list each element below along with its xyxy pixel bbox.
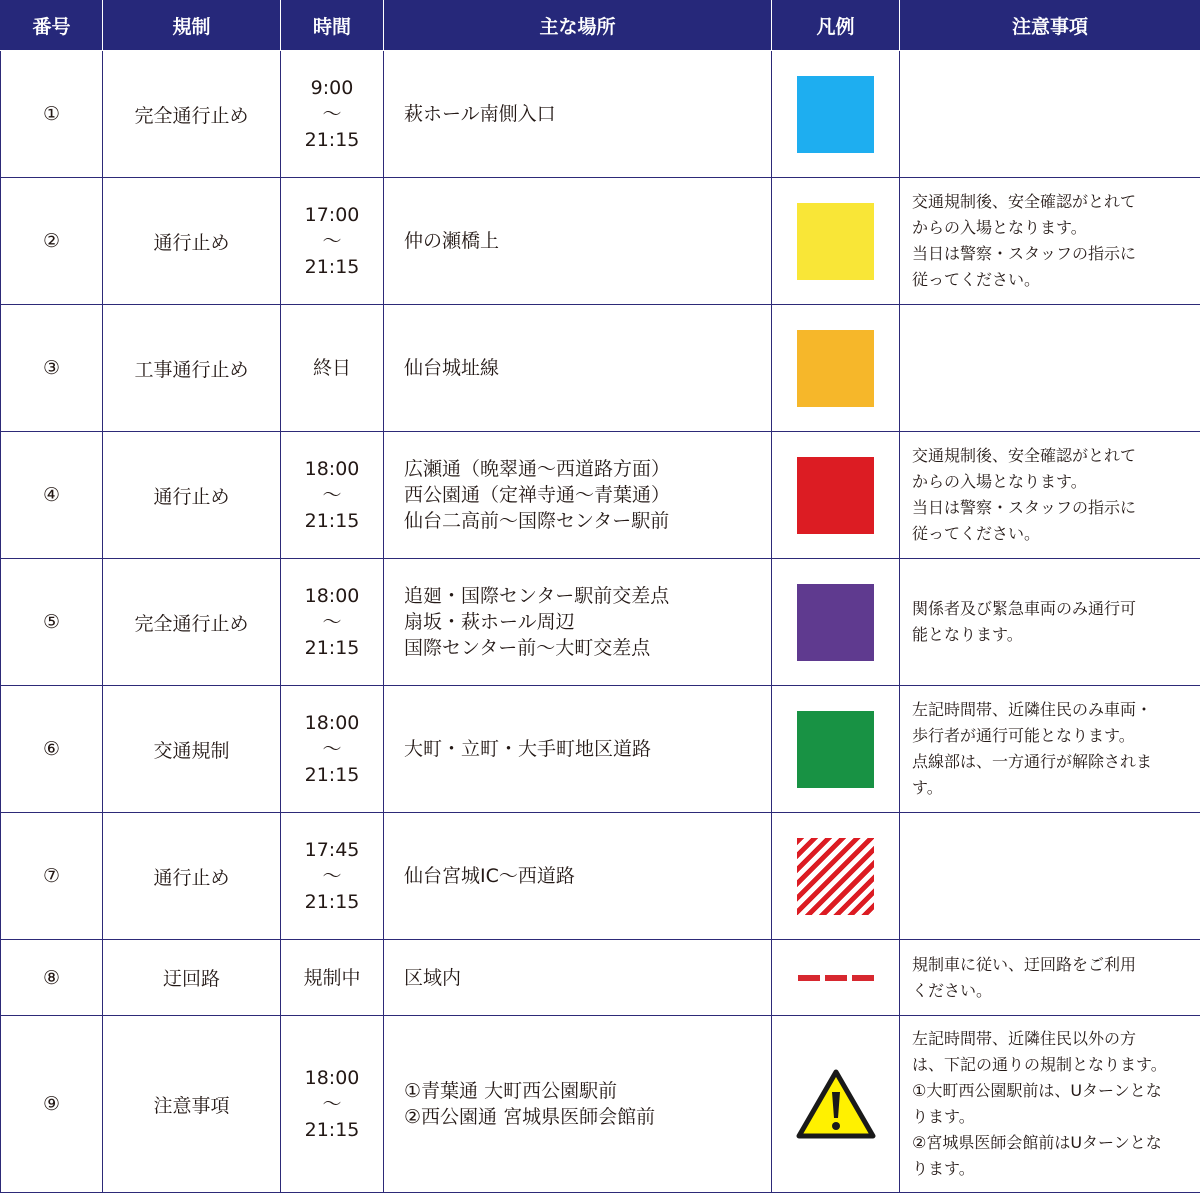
note-line: ②宮城県医師会館前はUターンとな <box>912 1133 1162 1152</box>
time-line: 規制中 <box>303 966 361 989</box>
notes <box>900 51 1200 178</box>
main-place <box>384 432 772 559</box>
time-range <box>281 686 384 813</box>
header-time: 時間 <box>281 0 384 51</box>
legend-dashed-line <box>798 975 874 981</box>
regulation-type: 完全通行止め <box>103 559 281 686</box>
time-line: 17:45 <box>304 839 360 861</box>
time-line: 21:15 <box>304 256 360 278</box>
time-range <box>281 813 384 940</box>
place-line: 広瀬通（晩翠通〜西道路方面） <box>404 458 671 480</box>
time-line: 〜 <box>322 1093 342 1115</box>
header-number: 番号 <box>1 0 103 51</box>
table-row <box>1 813 1200 940</box>
time-range <box>281 178 384 305</box>
time-line: 終日 <box>312 357 351 379</box>
header-legend: 凡例 <box>772 0 900 51</box>
time-line: 〜 <box>322 230 342 252</box>
place-line: 扇坂・萩ホール周辺 <box>404 611 575 633</box>
place-line: ②西公園通 宮城県医師会館前 <box>404 1106 656 1128</box>
time-range <box>281 432 384 559</box>
time-line: 9:00 <box>310 77 354 99</box>
notes <box>900 686 1200 813</box>
time-line: 21:15 <box>304 637 360 659</box>
legend-swatch <box>797 457 874 534</box>
row-number: ④ <box>1 432 103 559</box>
note-line: 交通規制後、安全確認がとれて <box>912 446 1137 465</box>
note-line: 当日は警察・スタッフの指示に <box>912 244 1137 263</box>
note-line: 左記時間帯、近隣住民以外の方 <box>912 1029 1137 1048</box>
time-line: 18:00 <box>304 458 360 480</box>
time-line: 17:00 <box>304 204 360 226</box>
legend-striped-swatch <box>797 838 874 915</box>
regulation-type: 工事通行止め <box>103 305 281 432</box>
legend-swatch <box>797 711 874 788</box>
note-line: ります。 <box>912 1159 975 1178</box>
note-line: からの入場となります。 <box>912 472 1087 491</box>
time-line: 〜 <box>322 484 342 506</box>
legend-cell <box>772 51 900 178</box>
notes <box>900 305 1200 432</box>
notes <box>900 940 1200 1016</box>
notes <box>900 1016 1200 1193</box>
row-number: ⑥ <box>1 686 103 813</box>
regulation-type: 迂回路 <box>103 940 281 1016</box>
table-row <box>1 432 1200 559</box>
main-place <box>384 686 772 813</box>
row-number: ⑨ <box>1 1016 103 1193</box>
dash-segment <box>852 975 874 981</box>
place-line: 追廻・国際センター駅前交差点 <box>404 585 670 607</box>
legend-swatch <box>797 76 874 153</box>
note-line: ください。 <box>912 980 993 1000</box>
table-row <box>1 51 1200 178</box>
regulation-type: 通行止め <box>103 178 281 305</box>
regulation-type: 通行止め <box>103 813 281 940</box>
place-line: 仙台城址線 <box>404 357 500 379</box>
time-line: 21:15 <box>304 764 360 786</box>
note-line: す。 <box>912 778 943 797</box>
table-row <box>1 559 1200 686</box>
regulation-type: 交通規制 <box>103 686 281 813</box>
notes <box>900 813 1200 940</box>
main-place <box>384 178 772 305</box>
note-line: 交通規制後、安全確認がとれて <box>912 192 1137 211</box>
notes <box>900 178 1200 305</box>
place-line: 大町・立町・大手町地区道路 <box>404 738 652 760</box>
main-place <box>384 51 772 178</box>
header-row <box>1 0 1200 51</box>
time-line: 21:15 <box>304 1119 360 1141</box>
dash-segment <box>825 975 847 981</box>
row-number: ③ <box>1 305 103 432</box>
place-line: 仲の瀬橋上 <box>404 230 500 252</box>
row-number: ⑧ <box>1 940 103 1016</box>
place-line: 国際センター前〜大町交差点 <box>404 637 651 659</box>
table-row <box>1 940 1200 1016</box>
notes <box>900 559 1200 686</box>
note-line: 歩行者が通行可能となります。 <box>912 726 1135 745</box>
note-line: 従ってください。 <box>912 524 1041 543</box>
row-number: ② <box>1 178 103 305</box>
note-line: は、下記の通りの規制となります。 <box>912 1055 1167 1074</box>
legend-cell <box>772 432 900 559</box>
place-line: ①青葉通 大町西公園駅前 <box>404 1080 618 1102</box>
note-line: 左記時間帯、近隣住民のみ車両・ <box>912 700 1153 719</box>
main-place <box>384 940 772 1016</box>
note-line: 能となります。 <box>912 625 1023 644</box>
place-line: 萩ホール南側入口 <box>404 103 556 125</box>
legend-cell <box>772 1016 900 1193</box>
note-line: ①大町西公園駅前は、Uターンとな <box>912 1081 1162 1100</box>
time-line: 21:15 <box>304 129 360 151</box>
time-range <box>281 305 384 432</box>
note-line: 関係者及び緊急車両のみ通行可 <box>912 599 1137 618</box>
legend-cell <box>772 559 900 686</box>
main-place <box>384 305 772 432</box>
legend-swatch <box>797 203 874 280</box>
main-place <box>384 559 772 686</box>
table-row <box>1 305 1200 432</box>
legend-swatch <box>797 584 874 661</box>
legend-cell <box>772 178 900 305</box>
regulation-type: 通行止め <box>103 432 281 559</box>
time-range <box>281 1016 384 1193</box>
place-line: 区域内 <box>404 966 462 989</box>
notes <box>900 432 1200 559</box>
legend-cell <box>772 305 900 432</box>
time-line: 〜 <box>322 738 342 760</box>
time-line: 〜 <box>322 865 342 887</box>
time-range <box>281 559 384 686</box>
legend-cell <box>772 813 900 940</box>
time-line: 18:00 <box>304 712 360 734</box>
legend-cell <box>772 686 900 813</box>
warning-icon <box>796 1068 876 1140</box>
header-regulation: 規制 <box>103 0 281 51</box>
time-line: 18:00 <box>304 585 360 607</box>
main-place <box>384 813 772 940</box>
row-number: ⑤ <box>1 559 103 686</box>
header-place: 主な場所 <box>384 0 772 51</box>
place-line: 仙台宮城IC〜西道路 <box>404 865 575 887</box>
time-line: 18:00 <box>304 1067 360 1089</box>
note-line: からの入場となります。 <box>912 218 1087 237</box>
row-number: ① <box>1 51 103 178</box>
main-place <box>384 1016 772 1193</box>
time-line: 21:15 <box>304 510 360 532</box>
legend-swatch <box>797 330 874 407</box>
time-line: 〜 <box>322 611 342 633</box>
time-range <box>281 940 384 1016</box>
note-line: 点線部は、一方通行が解除されま <box>912 752 1153 771</box>
table-row <box>1 178 1200 305</box>
place-line: 西公園通（定禅寺通〜青葉通） <box>404 484 671 506</box>
note-line: 規制車に従い、迂回路をご利用 <box>912 954 1137 974</box>
table-row <box>1 686 1200 813</box>
place-line: 仙台二高前〜国際センター駅前 <box>404 510 670 532</box>
note-line: 従ってください。 <box>912 270 1041 289</box>
header-notes: 注意事項 <box>900 0 1200 51</box>
regulation-type: 完全通行止め <box>103 51 281 178</box>
note-line: 当日は警察・スタッフの指示に <box>912 498 1137 517</box>
note-line: ります。 <box>912 1107 975 1126</box>
time-line: 〜 <box>322 103 342 125</box>
dash-segment <box>798 975 820 981</box>
row-number: ⑦ <box>1 813 103 940</box>
time-line: 21:15 <box>304 891 360 913</box>
table-row <box>1 1016 1200 1193</box>
time-range <box>281 51 384 178</box>
legend-cell <box>772 940 900 1016</box>
regulation-type: 注意事項 <box>103 1016 281 1193</box>
